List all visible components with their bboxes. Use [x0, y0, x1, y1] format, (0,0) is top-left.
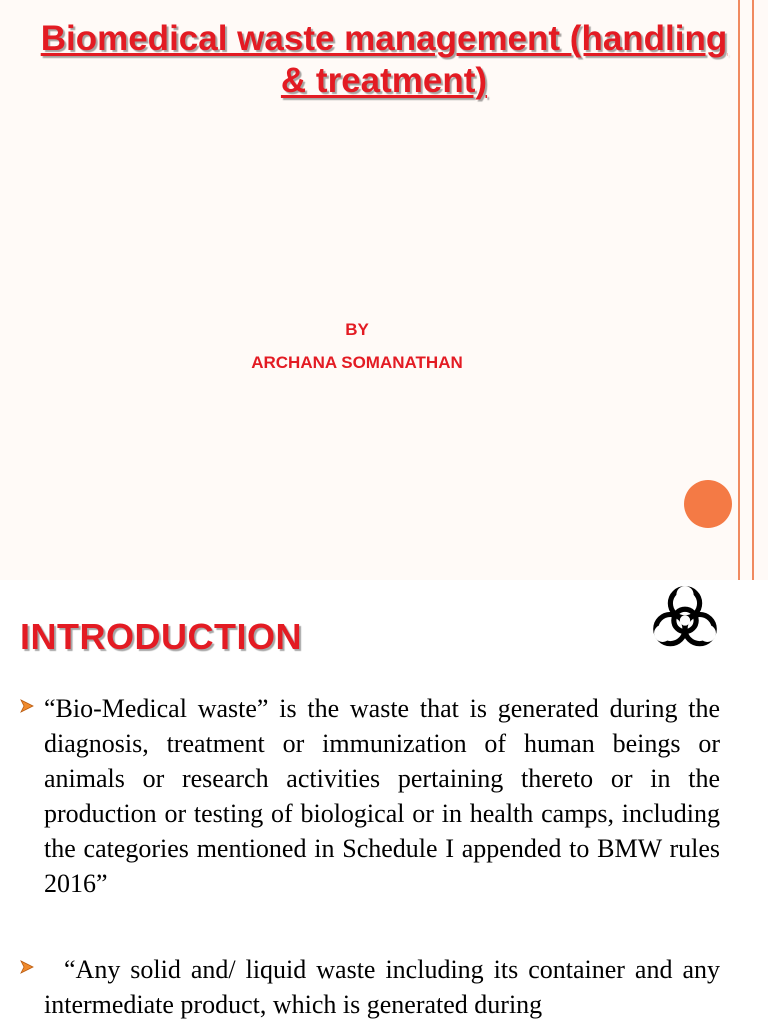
- decorative-line: [738, 0, 740, 580]
- decorative-line: [752, 0, 754, 580]
- bullet-text: “Any solid and/ liquid waste including its container and any intermediate product, which is generated during: [44, 955, 720, 1019]
- arrow-bullet-icon: [20, 960, 34, 974]
- by-label: BY: [345, 320, 369, 339]
- bullet-item: [20, 952, 720, 1022]
- author-name: ARCHANA SOMANATHAN: [251, 353, 463, 372]
- slide-title: Biomedical waste management (handling & treatment): [40, 19, 728, 100]
- orange-dot: [684, 480, 732, 528]
- intro-heading: INTRODUCTION: [20, 616, 302, 657]
- bullet-item: [20, 691, 720, 901]
- bullet-text: “Bio-Medical waste” is the waste that is generated during the diagnosis, treatment or immunization of human beings or animals or research activities pertaining thereto or in the production or testing of biological or in health camps, including the categories mentioned in Schedule I appended to BMW rules 2016”: [44, 694, 720, 898]
- arrow-bullet-icon: [20, 699, 34, 713]
- introduction-slide: [0, 580, 768, 1024]
- biohazard-icon: [640, 574, 730, 660]
